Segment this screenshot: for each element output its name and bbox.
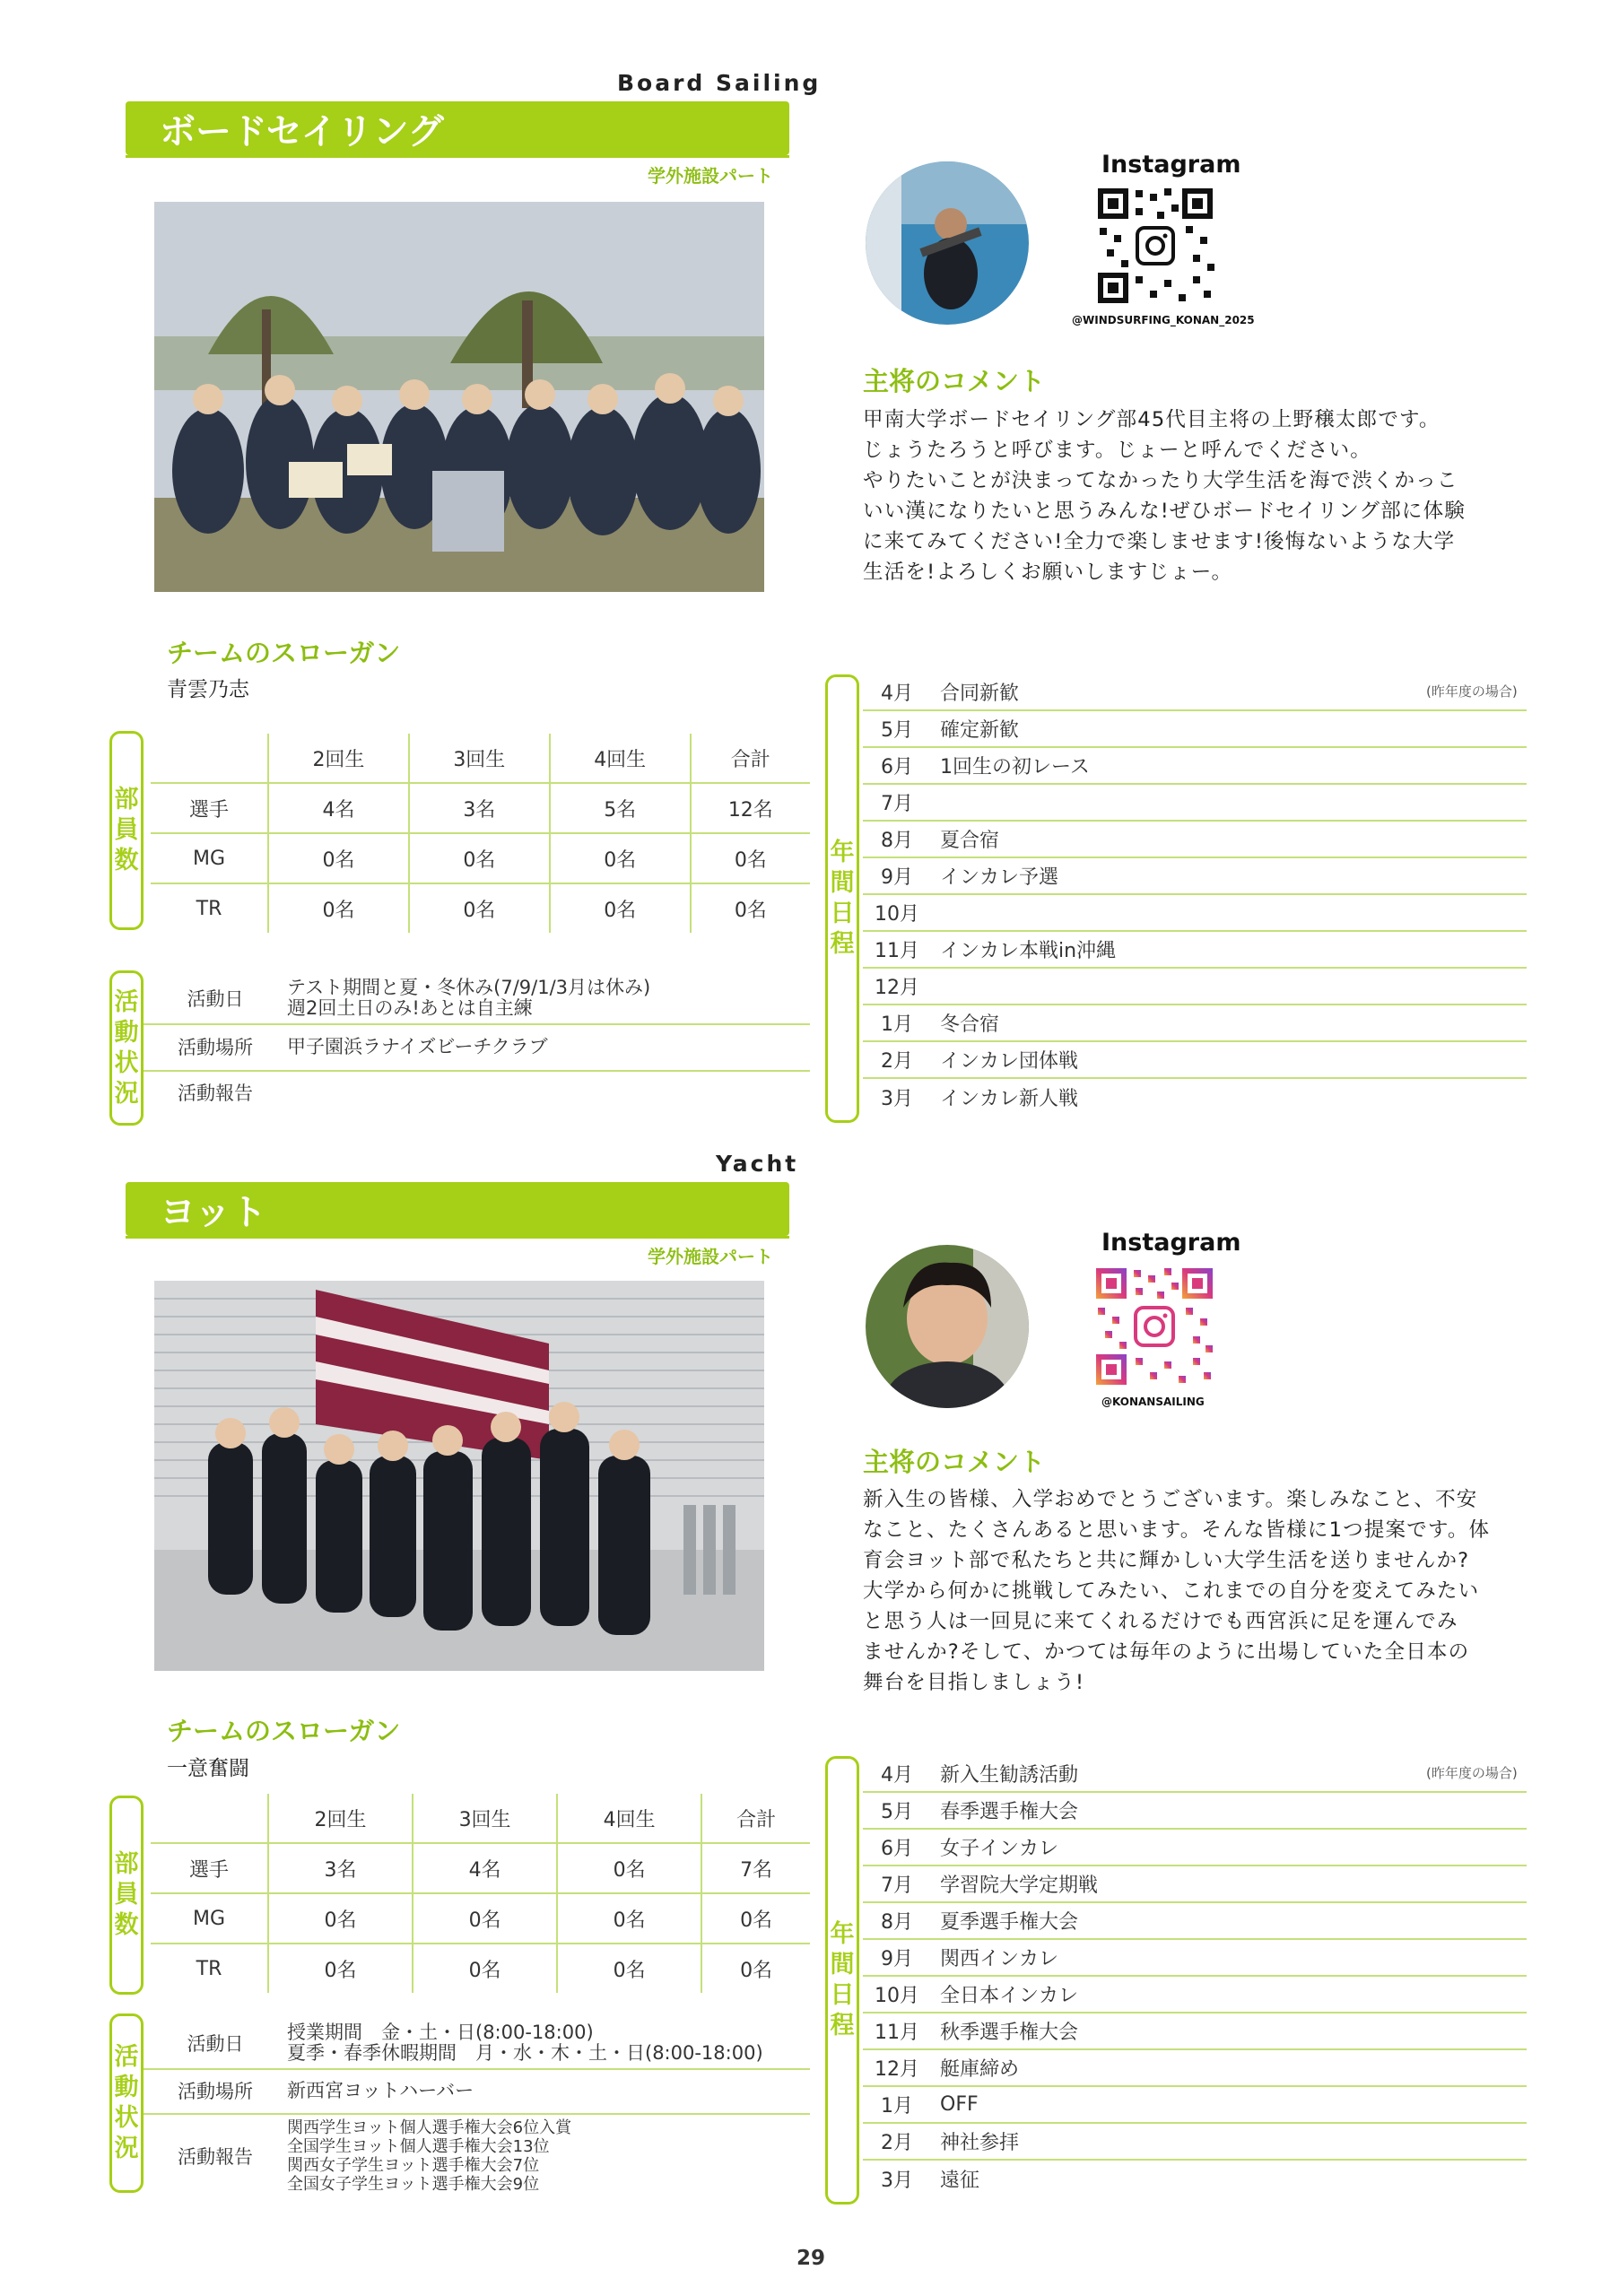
schedule-event: 新入生勧誘活動 [940,1764,1079,1787]
activity-key: 活動日 [187,988,244,1010]
schedule-month: 8月 [881,1911,913,1934]
activity-label-char: 況 [114,1079,139,1108]
col-header: 3回生 [409,734,550,783]
activity-key: 活動報告 [178,2145,253,2168]
instagram-qr-code[interactable] [1092,1265,1216,1388]
schedule-row [863,1005,1527,1042]
activity-label-char: 動 [114,2074,139,2101]
members-label-char: 数 [114,847,139,874]
banner-underline [126,155,789,158]
schedule-label-char: 程 [830,930,855,958]
cell: 4名 [413,1843,557,1893]
schedule-label-char: 間 [830,869,855,897]
cell: 7名 [701,1843,810,1893]
cell: 0名 [268,883,409,933]
cell: 0名 [413,1893,557,1944]
schedule-event: 夏合宿 [940,830,1000,852]
schedule-label-char: 年 [830,839,855,866]
schedule-row [863,822,1527,858]
schedule-month: 2月 [881,2132,913,2154]
activity-line: 関西女子学生ヨット選手権大会7位 [287,2155,540,2175]
comment-line: いい漢になりたいと思うみんな!ぜひボードセイリング部に体験 [863,500,1467,523]
section-title-banner [126,101,789,155]
schedule-row [863,674,1527,711]
cell: 0名 [557,1843,701,1893]
schedule-event: インカレ新人戦 [940,1088,1079,1110]
schedule-row [863,1940,1527,1977]
activity-value [287,2118,810,2194]
schedule-event: 確定新歓 [940,719,1020,742]
activity-row [144,2018,810,2070]
schedule-row [863,895,1527,932]
table-row [151,1893,810,1944]
team-photo [154,202,764,592]
table-row [151,783,810,833]
members-label [109,1796,144,1995]
activity-key: 活動場所 [178,2081,253,2102]
activity-value [287,1037,810,1057]
activity-label-char: 活 [114,987,139,1016]
schedule-label-char: 間 [830,1951,855,1979]
row-role: TR [196,1957,222,1980]
schedule-label-char: 日 [830,1981,855,2009]
members-table [151,1794,810,1993]
schedule-month: 12月 [875,977,919,999]
schedule-month: 10月 [875,903,919,926]
schedule-row [863,1977,1527,2013]
schedule-row [863,1079,1527,1116]
members-label-char: 員 [114,1881,139,1909]
cell: 0名 [409,883,550,933]
schedule-month: 6月 [881,756,913,778]
schedule-row [863,2124,1527,2161]
schedule-event: OFF [940,2093,979,2116]
schedule-month: 5月 [881,1801,913,1823]
schedule-row [863,748,1527,785]
instagram-title: Instagram [1101,151,1241,178]
schedule-month: 3月 [881,1088,913,1110]
activity-row [144,2113,810,2198]
schedule-label-char: 年 [830,1920,855,1948]
activity-label-char: 状 [114,2104,139,2132]
cell: 3名 [409,783,550,833]
schedule-event: 春季選手権大会 [940,1801,1079,1823]
schedule-event: 艇庫締め [940,2058,1020,2081]
table-row [151,883,810,933]
schedule-event: インカレ予選 [940,866,1059,889]
schedule-event: 関西インカレ [940,1948,1059,1970]
schedule-month: 2月 [881,1050,913,1073]
schedule-event: 冬合宿 [940,1013,1000,1036]
activity-line: 授業期間 金・土・日(8:00-18:00) [287,2022,594,2043]
activity-line: 全国学生ヨット個人選手権大会13位 [287,2136,550,2156]
schedule-month: 8月 [881,830,913,852]
cell: 12名 [691,783,810,833]
cell: 4名 [268,783,409,833]
schedule-row [863,1042,1527,1079]
activity-line: テスト期間と夏・冬休み(7/9/1/3月は休み) [287,977,651,998]
comment-line: 大学から何かに挑戦してみたい、これまでの自分を変えてみたい [863,1579,1480,1603]
cell: 0名 [268,1893,413,1944]
activity-value [287,2022,810,2064]
activity-line: 夏季・春季休暇期間 月・水・木・土・日(8:00-18:00) [287,2042,763,2064]
row-role: TR [196,897,222,920]
activity-row [144,1070,810,1115]
schedule-month: 7月 [881,793,913,815]
comment-line: 舞台を目指しましょう! [863,1671,1085,1694]
row-role: 選手 [188,798,229,822]
activity-line: 甲子園浜ラナイズビーチクラブ [287,1035,548,1057]
schedule-row [863,1830,1527,1866]
table-row [151,1944,810,1993]
activity-label-char: 活 [114,2043,139,2071]
schedule-label [825,1756,859,2205]
schedule-event: 女子インカレ [940,1838,1059,1860]
activity-label [109,2013,144,2193]
facility-label: 学外施設パート [648,1246,773,1267]
members-label-char: 数 [114,1911,139,1939]
activity-line: 全国女子学生ヨット選手権大会9位 [287,2174,540,2194]
header-empty [151,734,268,783]
captain-avatar [866,1245,1029,1408]
schedule-event: 夏季選手権大会 [940,1911,1079,1934]
schedule-event: インカレ本戦in沖縄 [940,940,1117,962]
col-header: 2回生 [268,734,409,783]
schedule-month: 1月 [881,2095,913,2118]
captain-comment-heading: 主将のコメント [863,366,1046,396]
instagram-handle[interactable]: @WINDSURFING_KONAN_2025 [1072,314,1255,326]
schedule-month: 11月 [875,2022,919,2044]
section-en-title: Yacht [716,1151,799,1177]
members-label [109,731,144,930]
facility-label: 学外施設パート [648,165,773,187]
schedule-note: (昨年度の場合) [1426,683,1518,700]
activity-key: 活動場所 [178,1037,253,1058]
comment-line: 甲南大学ボードセイリング部45代目主将の上野穣太郎です。 [863,408,1441,431]
cell: 0名 [550,883,691,933]
activity-label-char: 状 [114,1048,139,1077]
schedule-month: 6月 [881,1838,913,1860]
header-empty [151,1794,268,1843]
cell: 0名 [268,1944,413,1993]
activity-row [144,2068,810,2115]
activity-label-char: 況 [114,2135,139,2162]
row-role: 選手 [188,1858,229,1882]
members-label-char: 部 [114,1850,139,1878]
schedule-row [863,1756,1527,1793]
cell: 0名 [557,1944,701,1993]
cell: 0名 [550,833,691,883]
members-label-char: 員 [114,816,139,844]
schedule-row [863,932,1527,969]
slogan-text: 一意奮闘 [167,1757,249,1780]
schedule-row [863,2050,1527,2087]
schedule-month: 9月 [881,1948,913,1970]
schedule-row [863,969,1527,1005]
banner-underline [126,1236,789,1239]
schedule-row [863,1903,1527,1940]
activity-label [109,970,144,1126]
members-label-char: 部 [114,786,139,813]
cell: 5名 [550,783,691,833]
cell: 0名 [691,883,810,933]
comment-line: やりたいことが決まってなかったり大学生活を海で渋くかっこ [863,469,1458,492]
schedule-event: 1回生の初レース [940,756,1090,778]
cell: 0名 [701,1944,810,1993]
schedule-row [863,2161,1527,2197]
activity-key: 活動日 [187,2033,244,2055]
section-en-title: Board Sailing [617,70,822,96]
cell: 3名 [268,1843,413,1893]
instagram-handle[interactable]: @KONANSAILING [1101,1396,1205,1408]
schedule-month: 4月 [881,683,913,705]
cell: 0名 [701,1893,810,1944]
schedule-event: 神社参拝 [940,2132,1020,2154]
schedule-month: 7月 [881,1874,913,1897]
comment-line: ませんか?そして、かつては毎年のように出場していた全日本の [863,1640,1470,1664]
schedule-event: インカレ団体戦 [940,1050,1079,1073]
table-header-row [151,734,810,783]
slogan-heading: チームのスローガン [167,1716,401,1746]
schedule-row [863,711,1527,748]
activity-row [144,1023,810,1072]
comment-line: に来てみてください!全力で楽しませます!後悔ないような大学 [863,530,1456,553]
slogan-heading: チームのスローガン [167,638,401,668]
schedule-label-char: 日 [830,900,855,927]
comment-line: と思う人は一回見に来てくれるだけでも西宮浜に足を運んでみ [863,1610,1458,1633]
cell: 0名 [409,833,550,883]
col-header: 4回生 [557,1794,701,1843]
activity-label-char: 動 [114,1018,139,1047]
schedule-month: 12月 [875,2058,919,2081]
row-role: MG [192,1907,226,1930]
page-number: 29 [796,2247,826,2270]
schedule-row [863,2013,1527,2050]
cell: 0名 [557,1893,701,1944]
schedule-event: 合同新歓 [940,683,1020,705]
comment-line: 育会ヨット部で私たちと共に輝かしい大学生活を送りませんか? [863,1549,1470,1572]
schedule-label-char: 程 [830,2012,855,2039]
instagram-title: Instagram [1101,1229,1241,1257]
comment-line: 生活を!よろしくお願いしますじょー。 [863,561,1233,584]
section-title-banner [126,1182,789,1236]
cell: 0名 [413,1944,557,1993]
schedule-month: 1月 [881,1013,913,1036]
schedule-month: 9月 [881,866,913,889]
activity-line: 新西宮ヨットハーバー [287,2079,474,2101]
captain-comment [863,404,1491,587]
schedule-month: 11月 [875,940,919,962]
col-header: 4回生 [550,734,691,783]
schedule-row [863,1793,1527,1830]
section-title: ボードセイリング [160,110,444,152]
schedule-month: 10月 [875,1985,919,2007]
schedule-month: 5月 [881,719,913,742]
schedule-month: 4月 [881,1764,913,1787]
col-header: 合計 [701,1794,810,1843]
activity-row [144,973,810,1025]
table-row [151,1843,810,1893]
section-title: ヨット [160,1191,267,1233]
team-photo [154,1281,764,1671]
captain-comment-heading: 主将のコメント [863,1447,1046,1477]
comment-line: なこと、たくさんあると思います。そんな皆様に1つ提案です。体 [863,1518,1491,1542]
schedule-row [863,785,1527,822]
captain-avatar [866,161,1029,325]
activity-line: 関西学生ヨット個人選手権大会6位入賞 [287,2118,572,2137]
comment-line: 新入生の皆様、入学おめでとうございます。楽しみなこと、不安 [863,1488,1478,1511]
table-header-row [151,1794,810,1843]
table-row [151,833,810,883]
comment-line: じょうたろうと呼びます。じょーと呼んでください。 [863,439,1372,462]
schedule-month: 3月 [881,2170,913,2192]
captain-comment [863,1484,1491,1698]
slogan-text: 青雲乃志 [167,678,249,701]
cell: 0名 [691,833,810,883]
cell: 0名 [268,833,409,883]
col-header: 合計 [691,734,810,783]
schedule-row [863,2087,1527,2124]
schedule-row [863,858,1527,895]
schedule-event: 全日本インカレ [940,1985,1079,2007]
activity-key: 活動報告 [178,1083,253,1104]
schedule-event: 学習院大学定期戦 [940,1874,1099,1897]
schedule-label [825,674,859,1123]
activity-value [287,2081,810,2101]
col-header: 2回生 [268,1794,413,1843]
row-role: MG [192,847,226,870]
schedule-event: 遠征 [940,2170,980,2192]
instagram-qr-code[interactable] [1094,185,1216,307]
members-table [151,734,810,933]
col-header: 3回生 [413,1794,557,1843]
activity-value [287,978,810,1019]
activity-line: 週2回土日のみ!あとは自主練 [287,997,533,1019]
schedule-row [863,1866,1527,1903]
schedule-note: (昨年度の場合) [1426,1765,1518,1781]
schedule-event: 秋季選手権大会 [940,2022,1079,2044]
